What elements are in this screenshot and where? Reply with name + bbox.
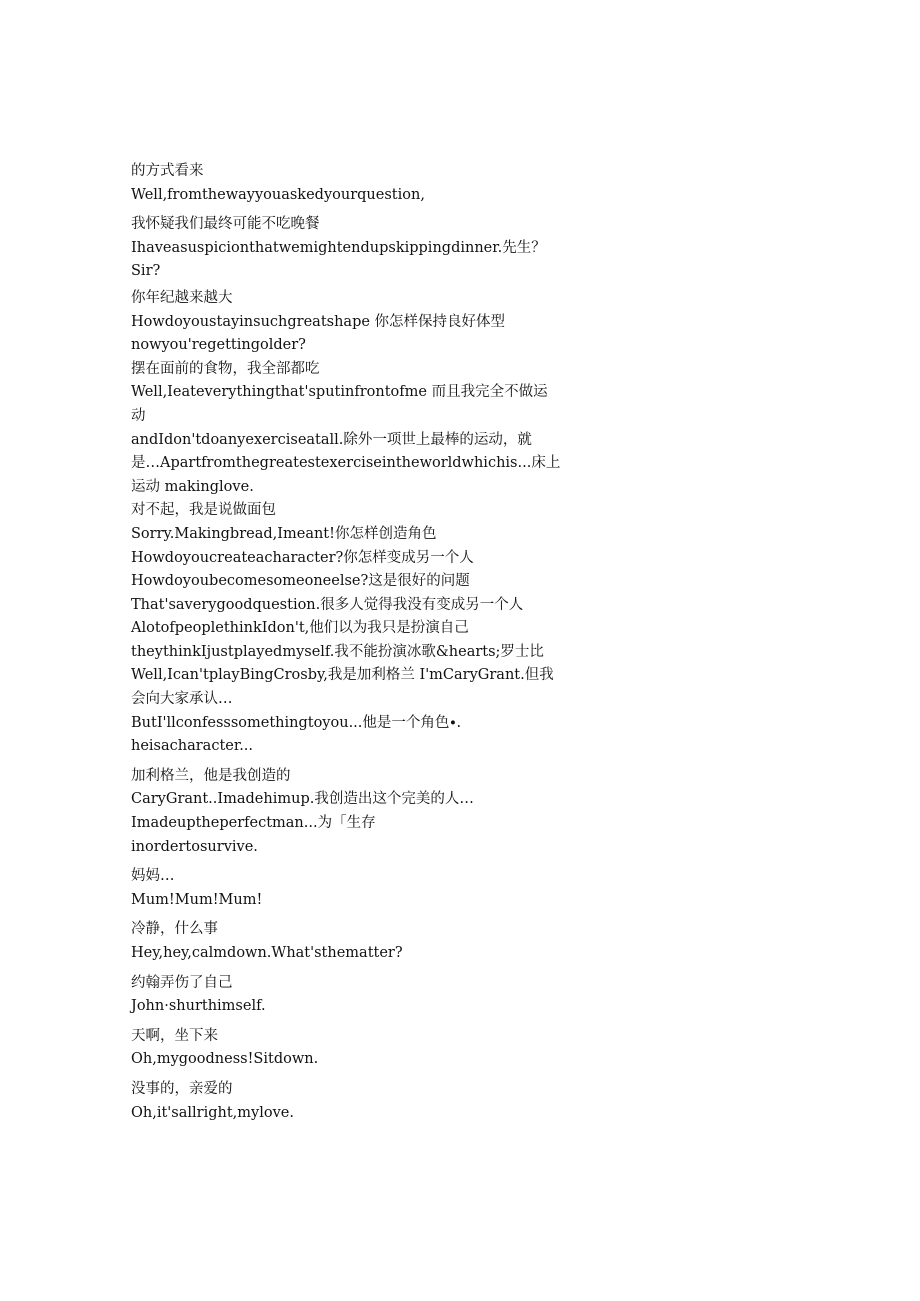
text-line: 加利格兰，他是我创造的 (131, 767, 291, 784)
text-line: 没事的，亲爱的 (131, 1080, 233, 1097)
text-line: andIdon'tdoanyexerciseatall.除外一项世上最棒的运动，就 (131, 431, 532, 448)
text-line: 约翰弄伤了自己 (131, 974, 233, 991)
text-line: Oh,it'sallright,mylove. (131, 1104, 294, 1121)
text-line: Sorry.Makingbread,Imeant!你怎样创造角色 (131, 525, 437, 542)
text-line: John·shurthimself. (131, 998, 266, 1015)
text-line: 是…Apartfromthegreatestexerciseintheworldwhichis...床上 (131, 455, 561, 472)
text-line: heisacharacter... (131, 738, 254, 755)
text-line: 对不起，我是说做面包 (131, 502, 276, 519)
text-line: Well,Ican'tplayBingCrosby,我是加利格兰 I'mCaryGrant.但我 (131, 667, 554, 684)
text-line: Hey,hey,calmdown.What'sthematter? (131, 945, 403, 961)
text-line: Oh,mygoodness!Sitdown. (131, 1051, 319, 1068)
text-line: Howdoyoustayinsuchgreatshape 你怎样保持良好体型 (131, 313, 506, 330)
text-line: 我怀疑我们最终可能不吃晚餐 (131, 216, 320, 233)
text-line: AlotofpeoplethinkIdon't,他们以为我只是扮演自己 (131, 620, 469, 637)
text-line: That'saverygoodquestion.很多人觉得我没有变成另一个人 (131, 596, 524, 613)
text-line: Well,Ieateverythingthat'sputinfrontofme 而且我完全不做运 (131, 384, 548, 401)
text-line: Sir? (131, 263, 161, 280)
subtitle-document (131, 160, 561, 1125)
text-line: Ihaveasuspicionthatwemightendupskippingdinner.先生？ (131, 239, 546, 256)
text-line: 冷静，什么事 (131, 921, 218, 938)
text-line: 动 (131, 407, 146, 424)
text-line: 摆在面前的食物，我全部都吃 (131, 360, 320, 377)
text-line: inordertosurvive. (131, 838, 258, 855)
text-line: 天啊，坐下来 (131, 1027, 218, 1044)
text-line: Howdoyoucreateacharacter?你怎样变成另一个人 (131, 549, 474, 566)
text-line: CaryGrant..Imadehimup.我创造出这个完美的人… (131, 791, 474, 808)
text-line: ButI'llconfesssomethingtoyou...他是一个角色∙. (131, 714, 462, 731)
text-line: theythinkIjustplayedmyself.我不能扮演冰歌&hearts;罗士比 (131, 643, 544, 660)
text-line: nowyou'regettingolder? (131, 337, 306, 354)
text-line: Imadeuptheperfectman...为「生存 (131, 815, 376, 832)
text-line: 你年纪越来越大 (131, 289, 233, 306)
text-line: Well,fromthewayyouaskedyourquestion, (131, 186, 425, 203)
text-line: 的方式看来 (131, 163, 204, 179)
text-line: Mum!Mum!Mum! (131, 891, 263, 908)
text-line: 会向大家承认… (131, 691, 233, 708)
text-line: 妈妈… (131, 868, 175, 885)
text-line: 运动 makinglove. (131, 478, 254, 495)
text-line: Howdoyoubecomesomeoneelse?这是很好的问题 (131, 573, 470, 590)
